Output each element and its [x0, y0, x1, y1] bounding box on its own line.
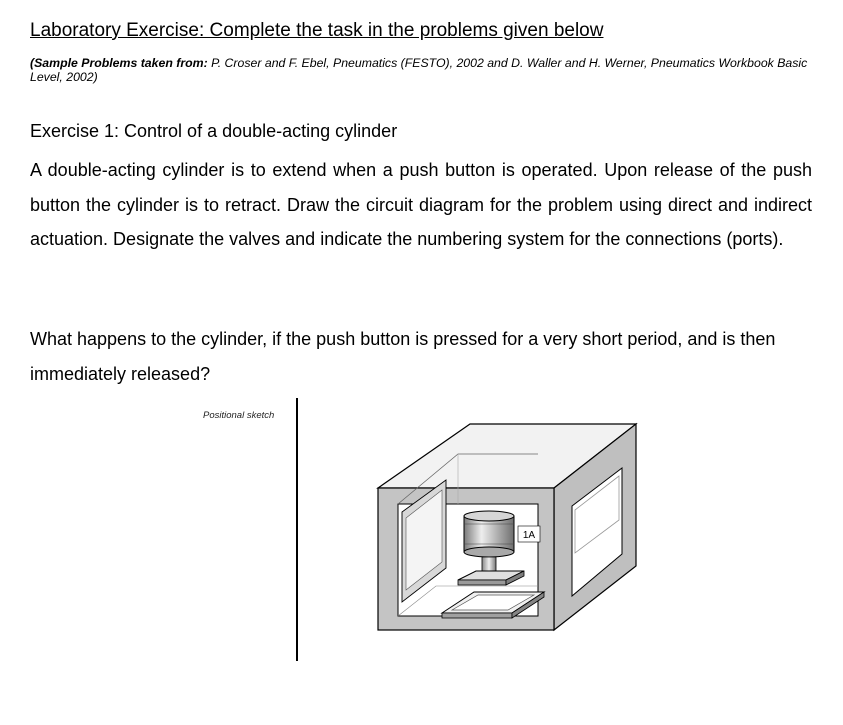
- page-title: Laboratory Exercise: Complete the task in the problems given below: [30, 20, 604, 41]
- positional-sketch-figure: [376, 420, 638, 660]
- source-prefix: (Sample Problems taken from:: [30, 56, 208, 70]
- cylinder-label: 1A: [522, 530, 536, 541]
- exercise-heading: Exercise 1: Control of a double-acting cylinder: [30, 121, 398, 141]
- exercise-body: A double-acting cylinder is to extend when a push button is operated. Upon release of the push button the cylinder is to retract. Draw the circuit diagram for the problem using direct and indirect actuation. Designate the valves and indicate the numbering system for the connections (ports).: [30, 160, 812, 249]
- vertical-divider: [296, 398, 298, 661]
- press-frame-illustration: [376, 420, 638, 660]
- positional-sketch-label: Positional sketch: [203, 410, 275, 421]
- piston-rod: [482, 557, 496, 571]
- source-citation: [30, 56, 820, 84]
- source-text: P. Croser and F. Ebel, Pneumatics (FESTO), 2002 and D. Waller and H. Werner, Pneumatics Workbook Basic Level, 2002): [30, 56, 808, 84]
- exercise-question: What happens to the cylinder, if the push button is pressed for a very short period, and is then immediately released?: [30, 329, 776, 384]
